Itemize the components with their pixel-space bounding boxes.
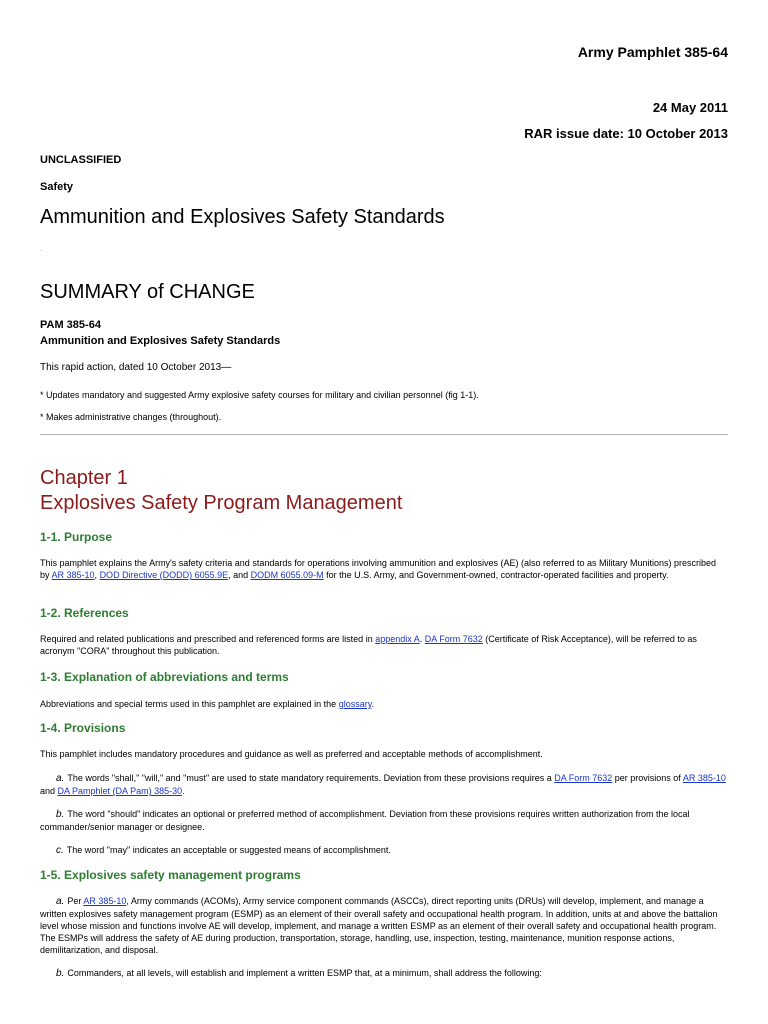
- section-heading-purpose: 1-1. Purpose: [40, 530, 113, 544]
- classification-label: UNCLASSIFIED: [40, 154, 122, 166]
- pamphlet-number: Army Pamphlet 385-64: [577, 44, 728, 60]
- abbreviations-paragraph: Abbreviations and special terms used in this pamphlet are explained in the glossary.: [40, 699, 375, 709]
- summary-update-2: * Makes administrative changes (throughout).: [40, 412, 222, 422]
- divider-dot: .: [40, 244, 43, 253]
- link-ar-385-10[interactable]: AR 385-10: [83, 896, 127, 906]
- item-letter: a.: [56, 773, 65, 784]
- link-glossary[interactable]: glossary: [338, 699, 372, 709]
- summary-pam-title: Ammunition and Explosives Safety Standards: [40, 335, 281, 347]
- section-divider: [40, 434, 728, 435]
- summary-update-1: * Updates mandatory and suggested Army explosive safety courses for military and civilian personnel (fig 1-1).: [40, 390, 479, 400]
- rapid-action-text: This rapid action, dated 10 October 2013—: [40, 362, 232, 373]
- esmp-item-b: b. Commanders, at all levels, will establish and implement a written ESMP that, at a minimum, shall address the following:: [56, 968, 542, 979]
- link-ar-385-10[interactable]: AR 385-10: [682, 773, 726, 783]
- publication-date: 24 May 2011: [652, 100, 728, 115]
- summary-heading: SUMMARY of CHANGE: [40, 281, 255, 303]
- link-da-pam-385-30[interactable]: DA Pamphlet (DA Pam) 385-30: [57, 786, 183, 796]
- section-heading-provisions: 1-4. Provisions: [40, 721, 126, 735]
- provisions-item-a: a. The words "shall," "will," and "must" are used to state mandatory requirements. Deviation from these provisions requires a DA Form 7632 per provisions of AR 385-10 and DA Pamphlet (DA Pam) 385-30.: [40, 773, 726, 796]
- item-letter: b.: [56, 809, 65, 820]
- summary-pam-number: PAM 385-64: [40, 319, 101, 331]
- chapter-heading: [40, 466, 402, 516]
- link-da-form-7632[interactable]: DA Form 7632: [424, 634, 483, 644]
- section-heading-references: 1-2. References: [40, 606, 129, 620]
- rar-issue-date: RAR issue date: 10 October 2013: [524, 126, 728, 141]
- provisions-item-b: b. The word "should" indicates an optional or preferred method of accomplishment. Deviation from these provisions requires written authorization from the local commander/senior manager or designee.: [40, 809, 690, 832]
- chapter-title: Explosives Safety Program Management: [40, 492, 403, 514]
- section-heading-esmp: 1-5. Explosives safety management programs: [40, 868, 301, 882]
- section-heading-abbreviations: 1-3. Explanation of abbreviations and terms: [40, 670, 289, 684]
- provisions-intro: This pamphlet includes mandatory procedures and guidance as well as preferred and acceptable methods of accomplishment.: [40, 749, 543, 759]
- item-letter: b.: [56, 968, 65, 979]
- chapter-number: Chapter 1: [40, 467, 128, 489]
- purpose-paragraph: This pamphlet explains the Army's safety criteria and standards for operations involving ammunition and explosives (AE) (also referred to as Military Munitions) prescribed by AR 385-10, DOD Directive (DODD) 6055.9E, and DODM 6055.09-M for the U.S. Army, and Government-owned, contractor-operated facilities and property.: [40, 558, 717, 580]
- references-paragraph: Required and related publications and prescribed and referenced forms are listed in appendix A. DA Form 7632 (Certificate of Risk Acceptance), will be referred to as acronym "CORA" throughout this publication.: [40, 634, 697, 656]
- provisions-item-c: c. The word "may" indicates an acceptable or suggested means of accomplishment.: [56, 845, 391, 856]
- document-title: Ammunition and Explosives Safety Standards: [40, 206, 445, 228]
- link-dodm-6055-09-m[interactable]: DODM 6055.09-M: [250, 570, 324, 580]
- link-dodd-6055-9e[interactable]: DOD Directive (DODD) 6055.9E: [99, 570, 229, 580]
- link-ar-385-10[interactable]: AR 385-10: [51, 570, 95, 580]
- item-letter: a.: [56, 896, 65, 907]
- category-label: Safety: [40, 181, 74, 193]
- esmp-item-a: a. Per AR 385-10, Army commands (ACOMs), Army service component commands (ASCCs), direct reporting units (DRUs) will develop, implement, and manage a written explosives safety management program (ESMP) as an element of their overall safety and occupational health program. In addition, units at and above the battalion level whose mission and functions involve AE will develop, implement, and manage a written ESMP as an element of their overall safety and occupational health program. The ESMPs will address the safety of AE during production, transportation, storage, handling, use, inspection, testing, maintenance, munition response actions, demilitarization, and disposal.: [40, 896, 718, 955]
- item-letter: c.: [56, 845, 64, 856]
- link-appendix-a[interactable]: appendix A: [375, 634, 420, 644]
- link-da-form-7632[interactable]: DA Form 7632: [554, 773, 613, 783]
